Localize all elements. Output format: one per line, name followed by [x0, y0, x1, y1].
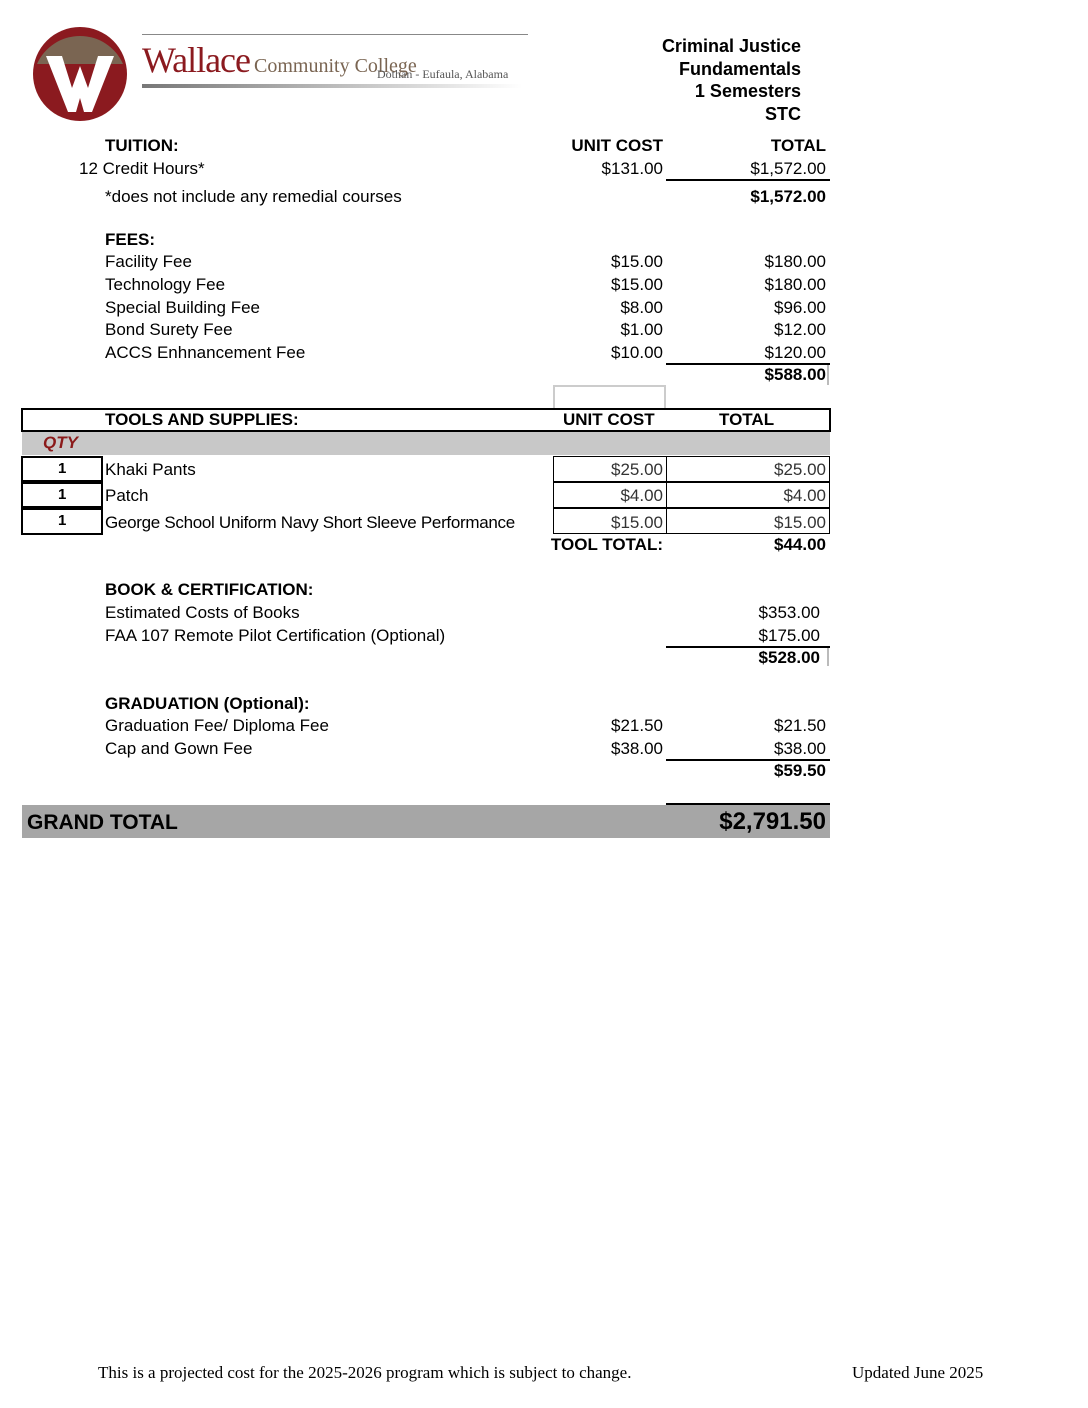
fees-subtotal: $588.00 — [764, 365, 826, 384]
logo-wallace-text: Wallace — [142, 40, 251, 80]
tool-unit-cost: $25.00 — [611, 460, 663, 479]
graduation-unit-cost: $38.00 — [611, 739, 663, 758]
program-duration: 1 Semesters — [694, 81, 801, 101]
program-title — [662, 35, 801, 125]
fee-label: ACCS Enhnancement Fee — [105, 343, 306, 362]
fee-unit-cost: $15.00 — [611, 252, 663, 271]
graduation-label: Graduation Fee/ Diploma Fee — [105, 716, 329, 735]
graduation-subtotal: $59.50 — [774, 761, 826, 780]
college-logo — [32, 26, 532, 122]
tuition-heading: TUITION: — [105, 136, 179, 155]
fee-label: Technology Fee — [105, 275, 226, 294]
tool-label: Patch — [105, 486, 149, 505]
fee-unit-cost: $10.00 — [611, 343, 663, 362]
tool-unit-cost: $4.00 — [620, 486, 663, 505]
tools-heading: TOOLS AND SUPPLIES: — [105, 410, 299, 429]
graduation-label: Cap and Gown Fee — [105, 739, 253, 758]
fee-unit-cost: $8.00 — [620, 298, 663, 317]
program-name-line1: Criminal Justice — [661, 36, 801, 56]
total-header: TOTAL — [770, 136, 826, 155]
tuition-rule — [666, 179, 830, 181]
tool-total: $4.00 — [783, 486, 826, 505]
tool-unit-cost: $15.00 — [611, 513, 663, 532]
footer-disclaimer: This is a projected cost for the 2025-2026 program which is subject to change. — [98, 1363, 632, 1382]
fee-unit-cost: $1.00 — [620, 320, 663, 339]
tool-total: $15.00 — [774, 513, 826, 532]
tool-total-label: TOOL TOTAL: — [550, 535, 663, 554]
qty-header: QTY — [43, 433, 78, 452]
book-label: FAA 107 Remote Pilot Certification (Optional) — [105, 626, 446, 645]
unit-cost-header: UNIT COST — [571, 136, 663, 155]
books-heading: BOOK & CERTIFICATION: — [105, 580, 314, 599]
book-total: $175.00 — [758, 626, 820, 645]
fee-total: $12.00 — [774, 320, 826, 339]
empty-cell-box — [553, 385, 666, 409]
grand-total-label: GRAND TOTAL — [27, 811, 178, 834]
fees-heading: FEES: — [105, 230, 156, 249]
graduation-unit-cost: $21.50 — [611, 716, 663, 735]
books-subtotal: $528.00 — [758, 648, 820, 667]
fee-label: Facility Fee — [105, 252, 192, 271]
credit-hours-unit-cost: $131.00 — [601, 159, 663, 178]
qty-band — [22, 432, 830, 455]
tuition-subtotal: $1,572.00 — [750, 187, 826, 206]
fee-total: $180.00 — [764, 252, 826, 271]
program-type: STC — [765, 103, 801, 124]
tool-total: $25.00 — [774, 460, 826, 479]
tool-label: Khaki Pants — [105, 460, 196, 479]
graduation-total: $38.00 — [774, 739, 826, 758]
book-total: $353.00 — [758, 603, 820, 622]
fees-subtotal-edge — [827, 365, 829, 385]
tools-unit-cost-header: UNIT COST — [563, 410, 655, 429]
fee-unit-cost: $15.00 — [611, 275, 663, 294]
credit-hours-total: $1,572.00 — [750, 159, 826, 178]
tool-qty: 1 — [58, 460, 67, 477]
books-subtotal-edge — [827, 648, 829, 666]
tuition-note: *does not include any remedial courses — [105, 187, 402, 206]
credit-hours-label: 12 Credit Hours* — [79, 159, 205, 178]
logo-college-text: Community College — [254, 55, 417, 77]
tool-qty: 1 — [58, 512, 67, 529]
book-label: Estimated Costs of Books — [105, 603, 300, 622]
fee-label: Special Building Fee — [105, 298, 260, 317]
tool-label: George School Uniform Navy Short Sleeve Performance — [105, 513, 515, 532]
grand-total-value: $2,791.50 — [719, 808, 826, 835]
fee-label: Bond Surety Fee — [105, 320, 233, 339]
logo-location: Dothan - Eufaula, Alabama — [377, 67, 509, 81]
graduation-total: $21.50 — [774, 716, 826, 735]
fee-total: $180.00 — [764, 275, 826, 294]
fee-total: $96.00 — [774, 298, 826, 317]
wallace-w-emblem-icon — [32, 26, 128, 122]
fee-total: $120.00 — [764, 343, 826, 362]
tools-total-header: TOTAL — [719, 410, 775, 429]
tool-qty: 1 — [58, 486, 67, 503]
graduation-heading: GRADUATION (Optional): — [105, 694, 310, 713]
program-name-line2: Fundamentals — [678, 58, 801, 79]
tool-total-value: $44.00 — [774, 535, 826, 554]
footer-updated: Updated June 2025 — [852, 1363, 984, 1382]
